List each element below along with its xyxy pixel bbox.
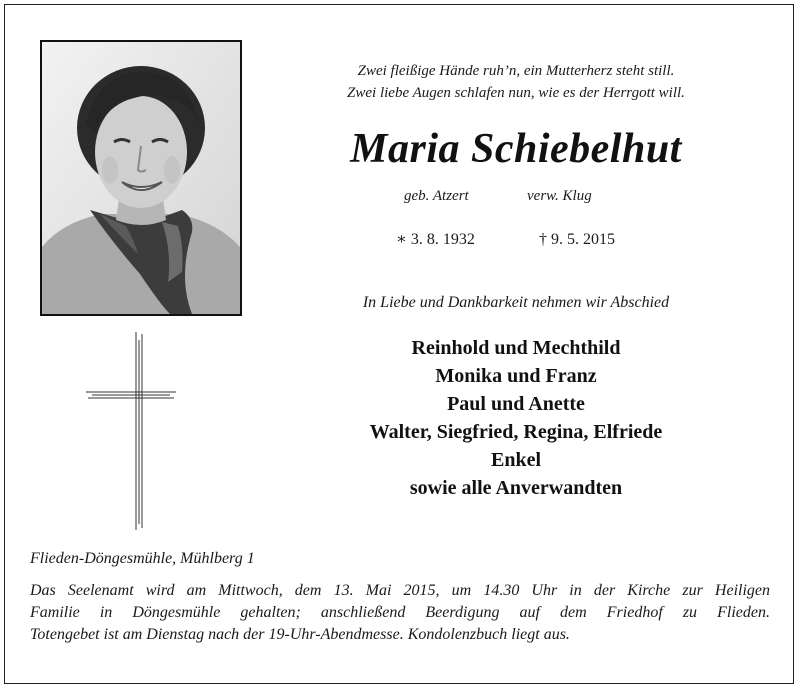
- birth-date: ∗ 3. 8. 1932: [396, 231, 475, 248]
- portrait-photo: [40, 40, 242, 316]
- mourner-line: sowie alle Anverwandten: [409, 477, 623, 499]
- notice-line-1: Das Seelenamt wird am Mittwoch, dem 13. Mai 2015, um 14.30 Uhr in der Kirche zur Heiligen: [30, 582, 770, 599]
- portrait-image: [42, 42, 240, 314]
- mourner-line: Walter, Siegfried, Regina, Elfriede: [369, 421, 663, 443]
- notice-line-3: Totengebet ist am Dienstag nach der 19-Uhr-Abendmesse. Kondolenzbuch liegt aus.: [30, 626, 570, 643]
- address: Flieden-Döngesmühle, Mühlberg 1: [30, 550, 255, 567]
- farewell-line: In Liebe und Dankbarkeit nehmen wir Abschied: [362, 294, 670, 311]
- service-notice: [30, 580, 770, 646]
- mourner-line: Monika und Franz: [435, 365, 597, 387]
- mourner-line: Enkel: [490, 449, 542, 471]
- cross-icon: [80, 330, 180, 537]
- birth-name: geb. Atzert: [404, 188, 469, 204]
- verse-line-1: Zwei fleißige Hände ruh’n, ein Mutterherz steht still.: [357, 63, 675, 79]
- verse-line-2: Zwei liebe Augen schlafen nun, wie es der Herrgott will.: [347, 85, 685, 101]
- deceased-name: Maria Schiebelhut: [350, 126, 682, 172]
- mourner-line: Paul und Anette: [447, 393, 585, 415]
- death-date: † 9. 5. 2015: [539, 231, 615, 248]
- notice-line-2: Familie in Döngesmühle gehalten; anschließend Beerdigung auf dem Friedhof zu Flieden.: [30, 604, 770, 621]
- mourners-list: [262, 334, 770, 502]
- mourner-line: Reinhold und Mechthild: [411, 337, 621, 359]
- widowed-name: verw. Klug: [527, 188, 592, 204]
